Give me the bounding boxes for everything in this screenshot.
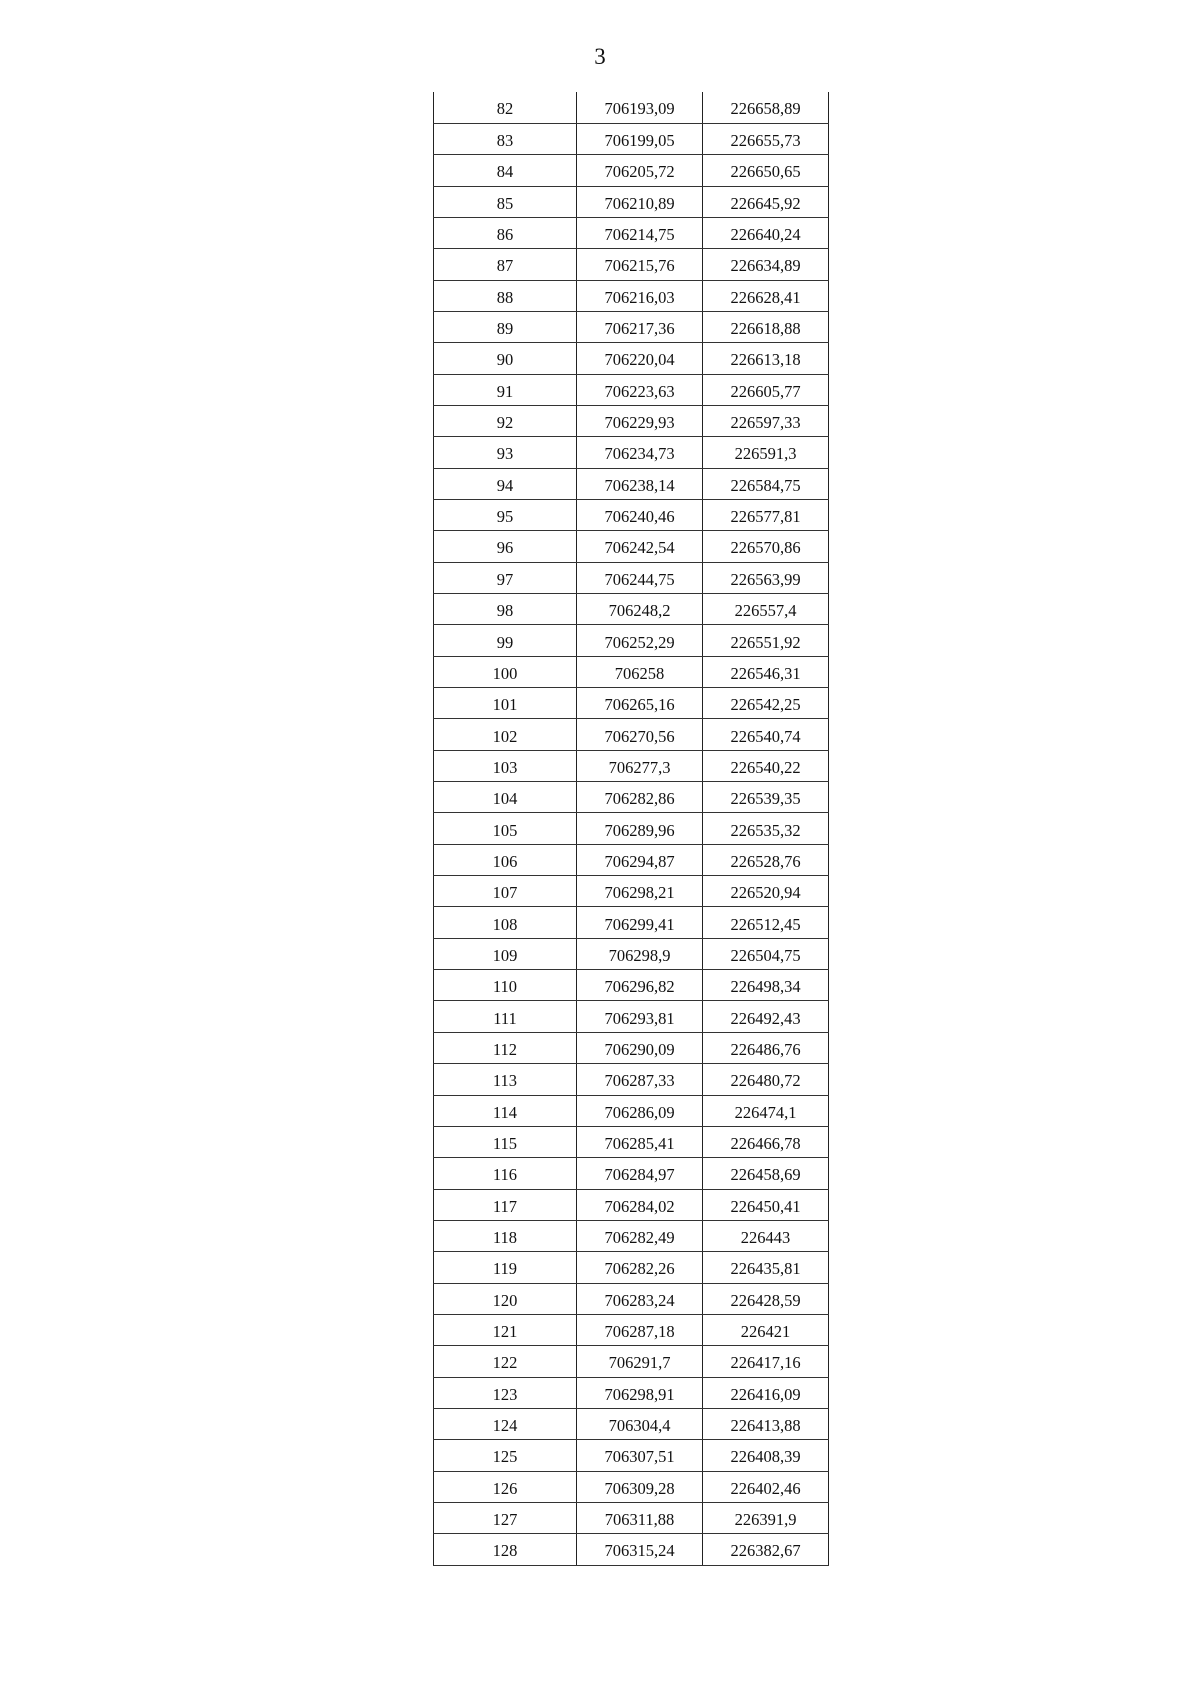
point-number-cell: 124 xyxy=(434,1408,577,1439)
point-number-cell: 112 xyxy=(434,1032,577,1063)
table-row xyxy=(434,92,829,123)
table-row xyxy=(434,280,829,311)
table-row xyxy=(434,1408,829,1439)
point-number-cell: 114 xyxy=(434,1095,577,1126)
table-row xyxy=(434,217,829,248)
point-number-cell: 111 xyxy=(434,1001,577,1032)
y-coordinate-cell: 226584,75 xyxy=(703,468,829,499)
point-number-cell: 125 xyxy=(434,1440,577,1471)
coordinates-table xyxy=(433,92,829,1566)
point-number-cell: 126 xyxy=(434,1471,577,1502)
table-row xyxy=(434,1534,829,1565)
point-number-cell: 86 xyxy=(434,217,577,248)
x-coordinate-cell: 706223,63 xyxy=(577,374,703,405)
table-row xyxy=(434,1440,829,1471)
point-number-cell: 117 xyxy=(434,1189,577,1220)
table-row xyxy=(434,719,829,750)
table-row xyxy=(434,1220,829,1251)
y-coordinate-cell: 226520,94 xyxy=(703,876,829,907)
y-coordinate-cell: 226640,24 xyxy=(703,217,829,248)
y-coordinate-cell: 226391,9 xyxy=(703,1502,829,1533)
x-coordinate-cell: 706298,21 xyxy=(577,876,703,907)
point-number-cell: 105 xyxy=(434,813,577,844)
point-number-cell: 84 xyxy=(434,155,577,186)
x-coordinate-cell: 706234,73 xyxy=(577,437,703,468)
table-row xyxy=(434,1283,829,1314)
y-coordinate-cell: 226413,88 xyxy=(703,1408,829,1439)
x-coordinate-cell: 706214,75 xyxy=(577,217,703,248)
table-row xyxy=(434,1377,829,1408)
x-coordinate-cell: 706293,81 xyxy=(577,1001,703,1032)
x-coordinate-cell: 706315,24 xyxy=(577,1534,703,1565)
y-coordinate-cell: 226480,72 xyxy=(703,1064,829,1095)
x-coordinate-cell: 706199,05 xyxy=(577,123,703,154)
y-coordinate-cell: 226474,1 xyxy=(703,1095,829,1126)
page-number: 3 xyxy=(594,44,606,69)
point-number-cell: 100 xyxy=(434,656,577,687)
point-number-cell: 118 xyxy=(434,1220,577,1251)
x-coordinate-cell: 706244,75 xyxy=(577,562,703,593)
y-coordinate-cell: 226605,77 xyxy=(703,374,829,405)
coordinates-table-body xyxy=(434,92,829,1565)
point-number-cell: 85 xyxy=(434,186,577,217)
x-coordinate-cell: 706265,16 xyxy=(577,688,703,719)
x-coordinate-cell: 706210,89 xyxy=(577,186,703,217)
y-coordinate-cell: 226577,81 xyxy=(703,499,829,530)
y-coordinate-cell: 226650,65 xyxy=(703,155,829,186)
point-number-cell: 113 xyxy=(434,1064,577,1095)
point-number-cell: 103 xyxy=(434,750,577,781)
x-coordinate-cell: 706311,88 xyxy=(577,1502,703,1533)
y-coordinate-cell: 226417,16 xyxy=(703,1346,829,1377)
y-coordinate-cell: 226570,86 xyxy=(703,531,829,562)
x-coordinate-cell: 706290,09 xyxy=(577,1032,703,1063)
x-coordinate-cell: 706205,72 xyxy=(577,155,703,186)
y-coordinate-cell: 226408,39 xyxy=(703,1440,829,1471)
table-row xyxy=(434,562,829,593)
point-number-cell: 102 xyxy=(434,719,577,750)
point-number-cell: 109 xyxy=(434,938,577,969)
x-coordinate-cell: 706284,97 xyxy=(577,1158,703,1189)
table-row xyxy=(434,594,829,625)
y-coordinate-cell: 226443 xyxy=(703,1220,829,1251)
x-coordinate-cell: 706309,28 xyxy=(577,1471,703,1502)
x-coordinate-cell: 706270,56 xyxy=(577,719,703,750)
table-row xyxy=(434,844,829,875)
x-coordinate-cell: 706215,76 xyxy=(577,249,703,280)
table-row xyxy=(434,1252,829,1283)
point-number-cell: 98 xyxy=(434,594,577,625)
y-coordinate-cell: 226528,76 xyxy=(703,844,829,875)
y-coordinate-cell: 226504,75 xyxy=(703,938,829,969)
table-row xyxy=(434,907,829,938)
x-coordinate-cell: 706282,86 xyxy=(577,782,703,813)
x-coordinate-cell: 706240,46 xyxy=(577,499,703,530)
table-row xyxy=(434,656,829,687)
point-number-cell: 94 xyxy=(434,468,577,499)
point-number-cell: 120 xyxy=(434,1283,577,1314)
x-coordinate-cell: 706242,54 xyxy=(577,531,703,562)
table-row xyxy=(434,1001,829,1032)
table-row xyxy=(434,1126,829,1157)
table-row xyxy=(434,1095,829,1126)
table-row xyxy=(434,249,829,280)
point-number-cell: 108 xyxy=(434,907,577,938)
y-coordinate-cell: 226557,4 xyxy=(703,594,829,625)
y-coordinate-cell: 226613,18 xyxy=(703,343,829,374)
table-row xyxy=(434,499,829,530)
point-number-cell: 95 xyxy=(434,499,577,530)
x-coordinate-cell: 706287,33 xyxy=(577,1064,703,1095)
table-row xyxy=(434,938,829,969)
point-number-cell: 122 xyxy=(434,1346,577,1377)
y-coordinate-cell: 226628,41 xyxy=(703,280,829,311)
table-row xyxy=(434,1189,829,1220)
point-number-cell: 110 xyxy=(434,970,577,1001)
x-coordinate-cell: 706289,96 xyxy=(577,813,703,844)
point-number-cell: 82 xyxy=(434,92,577,123)
y-coordinate-cell: 226540,74 xyxy=(703,719,829,750)
x-coordinate-cell: 706282,26 xyxy=(577,1252,703,1283)
y-coordinate-cell: 226435,81 xyxy=(703,1252,829,1283)
table-row xyxy=(434,531,829,562)
point-number-cell: 101 xyxy=(434,688,577,719)
x-coordinate-cell: 706258 xyxy=(577,656,703,687)
point-number-cell: 88 xyxy=(434,280,577,311)
x-coordinate-cell: 706307,51 xyxy=(577,1440,703,1471)
table-row xyxy=(434,155,829,186)
y-coordinate-cell: 226542,25 xyxy=(703,688,829,719)
x-coordinate-cell: 706217,36 xyxy=(577,311,703,342)
point-number-cell: 127 xyxy=(434,1502,577,1533)
table-row xyxy=(434,186,829,217)
table-row xyxy=(434,1471,829,1502)
table-row xyxy=(434,1346,829,1377)
table-row xyxy=(434,374,829,405)
y-coordinate-cell: 226540,22 xyxy=(703,750,829,781)
y-coordinate-cell: 226382,67 xyxy=(703,1534,829,1565)
point-number-cell: 83 xyxy=(434,123,577,154)
y-coordinate-cell: 226421 xyxy=(703,1314,829,1345)
point-number-cell: 121 xyxy=(434,1314,577,1345)
table-row xyxy=(434,688,829,719)
y-coordinate-cell: 226428,59 xyxy=(703,1283,829,1314)
x-coordinate-cell: 706216,03 xyxy=(577,280,703,311)
x-coordinate-cell: 706287,18 xyxy=(577,1314,703,1345)
point-number-cell: 107 xyxy=(434,876,577,907)
x-coordinate-cell: 706248,2 xyxy=(577,594,703,625)
table-row xyxy=(434,343,829,374)
table-row xyxy=(434,1502,829,1533)
y-coordinate-cell: 226486,76 xyxy=(703,1032,829,1063)
x-coordinate-cell: 706282,49 xyxy=(577,1220,703,1251)
y-coordinate-cell: 226551,92 xyxy=(703,625,829,656)
y-coordinate-cell: 226492,43 xyxy=(703,1001,829,1032)
table-row xyxy=(434,782,829,813)
x-coordinate-cell: 706298,91 xyxy=(577,1377,703,1408)
point-number-cell: 99 xyxy=(434,625,577,656)
x-coordinate-cell: 706252,29 xyxy=(577,625,703,656)
y-coordinate-cell: 226498,34 xyxy=(703,970,829,1001)
point-number-cell: 93 xyxy=(434,437,577,468)
table-row xyxy=(434,970,829,1001)
point-number-cell: 119 xyxy=(434,1252,577,1283)
x-coordinate-cell: 706291,7 xyxy=(577,1346,703,1377)
point-number-cell: 91 xyxy=(434,374,577,405)
y-coordinate-cell: 226535,32 xyxy=(703,813,829,844)
x-coordinate-cell: 706294,87 xyxy=(577,844,703,875)
point-number-cell: 115 xyxy=(434,1126,577,1157)
y-coordinate-cell: 226458,69 xyxy=(703,1158,829,1189)
point-number-cell: 128 xyxy=(434,1534,577,1565)
table-row xyxy=(434,876,829,907)
table-row xyxy=(434,437,829,468)
y-coordinate-cell: 226416,09 xyxy=(703,1377,829,1408)
point-number-cell: 96 xyxy=(434,531,577,562)
table-row xyxy=(434,405,829,436)
x-coordinate-cell: 706286,09 xyxy=(577,1095,703,1126)
table-row xyxy=(434,1158,829,1189)
y-coordinate-cell: 226591,3 xyxy=(703,437,829,468)
x-coordinate-cell: 706304,4 xyxy=(577,1408,703,1439)
y-coordinate-cell: 226658,89 xyxy=(703,92,829,123)
x-coordinate-cell: 706285,41 xyxy=(577,1126,703,1157)
y-coordinate-cell: 226539,35 xyxy=(703,782,829,813)
x-coordinate-cell: 706238,14 xyxy=(577,468,703,499)
point-number-cell: 97 xyxy=(434,562,577,593)
y-coordinate-cell: 226563,99 xyxy=(703,562,829,593)
table-row xyxy=(434,813,829,844)
table-row xyxy=(434,311,829,342)
point-number-cell: 104 xyxy=(434,782,577,813)
y-coordinate-cell: 226402,46 xyxy=(703,1471,829,1502)
x-coordinate-cell: 706298,9 xyxy=(577,938,703,969)
x-coordinate-cell: 706299,41 xyxy=(577,907,703,938)
x-coordinate-cell: 706220,04 xyxy=(577,343,703,374)
table-row xyxy=(434,123,829,154)
point-number-cell: 116 xyxy=(434,1158,577,1189)
y-coordinate-cell: 226597,33 xyxy=(703,405,829,436)
table-row xyxy=(434,1064,829,1095)
table-row xyxy=(434,750,829,781)
table-row xyxy=(434,468,829,499)
y-coordinate-cell: 226450,41 xyxy=(703,1189,829,1220)
point-number-cell: 90 xyxy=(434,343,577,374)
point-number-cell: 123 xyxy=(434,1377,577,1408)
x-coordinate-cell: 706296,82 xyxy=(577,970,703,1001)
y-coordinate-cell: 226655,73 xyxy=(703,123,829,154)
y-coordinate-cell: 226634,89 xyxy=(703,249,829,280)
y-coordinate-cell: 226618,88 xyxy=(703,311,829,342)
table-row xyxy=(434,1314,829,1345)
table-row xyxy=(434,625,829,656)
y-coordinate-cell: 226512,45 xyxy=(703,907,829,938)
x-coordinate-cell: 706193,09 xyxy=(577,92,703,123)
x-coordinate-cell: 706229,93 xyxy=(577,405,703,436)
point-number-cell: 106 xyxy=(434,844,577,875)
x-coordinate-cell: 706283,24 xyxy=(577,1283,703,1314)
point-number-cell: 89 xyxy=(434,311,577,342)
table-row xyxy=(434,1032,829,1063)
point-number-cell: 92 xyxy=(434,405,577,436)
y-coordinate-cell: 226466,78 xyxy=(703,1126,829,1157)
x-coordinate-cell: 706277,3 xyxy=(577,750,703,781)
y-coordinate-cell: 226645,92 xyxy=(703,186,829,217)
y-coordinate-cell: 226546,31 xyxy=(703,656,829,687)
point-number-cell: 87 xyxy=(434,249,577,280)
x-coordinate-cell: 706284,02 xyxy=(577,1189,703,1220)
